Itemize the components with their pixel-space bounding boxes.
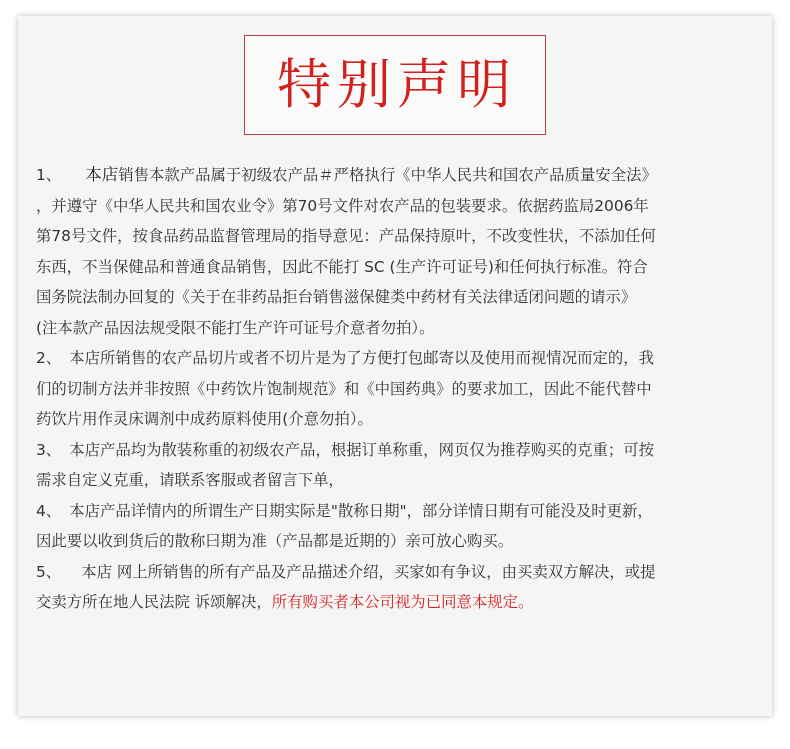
paragraph-line bbox=[36, 557, 760, 588]
paragraph-line: 们的切制方法并非按照《中药饮片饱制规范》和《中国药典》的要求加工，因此不能代替中 bbox=[36, 379, 652, 398]
agreement-highlight: 所有购买者本公司视为已同意本规定。 bbox=[271, 593, 534, 611]
paragraph-text: 交卖方所在地人民法院 诉颂解决， bbox=[36, 593, 272, 611]
paragraph-text: 本店产品详情内的所谓生产日期实际是"散称日期"，部分详情日期有可能没及时更新， bbox=[69, 501, 653, 520]
paragraph-line bbox=[36, 496, 760, 527]
paragraph-line: 药饮片用作灵床调剂中成药原料使用(介意勿拍）。 bbox=[36, 410, 373, 428]
paragraph-text: 本店 网上所销售的所有产品及产品描述介绍，买家如有争议，由买卖双方解决，或提 bbox=[81, 562, 656, 581]
paragraph-2 bbox=[36, 343, 760, 435]
paragraph-text: 本店所销售的农产品切片或者不切片是为了方便打包邮寄以及使用而视情况而定的，我 bbox=[69, 349, 655, 367]
paragraph-line bbox=[36, 160, 760, 191]
paragraph-text: 销售本款产品属于初级农产品＃严格执行《中华人民共和国农产品质量安全法》 bbox=[118, 166, 657, 184]
paragraph-3 bbox=[36, 435, 760, 496]
paragraph-1 bbox=[36, 160, 760, 343]
paragraph-line: 东西，不当保健品和普通食品销售，因此不能打 SC (生产许可证号)和任何执行标准。符合 bbox=[36, 257, 648, 276]
paragraph-line: 需求自定义克重，请联系客服或者留言下单， bbox=[36, 471, 344, 489]
paragraph-5 bbox=[36, 557, 760, 618]
paragraph-line bbox=[36, 587, 760, 618]
notice-card bbox=[18, 16, 772, 716]
paragraph-number: 1、 bbox=[36, 166, 62, 184]
paragraph-line bbox=[36, 435, 760, 466]
paragraph-line: (注本款产品因法规受限不能打生产许可证号介意者勿拍）。 bbox=[36, 318, 435, 337]
title-box bbox=[244, 35, 546, 135]
paragraph-line: 国务院法制办回复的《关于在非药品拒台销售滋保健类中药材有关法律适闭问题的请示》 bbox=[36, 288, 637, 306]
paragraph-line: ，并遵守《中华人民共和国农业令》第70号文件对农产品的包装要求。依据药监局2006年 bbox=[36, 196, 649, 215]
paragraph-number: 2、 bbox=[36, 349, 62, 367]
page-title: 特别声明 bbox=[277, 53, 517, 116]
paragraph-line: 因此要以收到货后的散称曰期为准（产品都是近期的）亲可放心购买。 bbox=[36, 532, 514, 550]
paragraph-text: 本店产品均为散装称重的初级农产品，根据订单称重，网页仅为推荐购买的克重；可按 bbox=[69, 440, 655, 459]
paragraph-number: 4、 bbox=[36, 501, 62, 520]
paragraph-number: 5、 bbox=[36, 562, 62, 581]
store-label: 本店 bbox=[85, 165, 119, 184]
paragraph-line: 第78号文件，按食品药品监督管理局的指导意见：产品保持原叶，不改变性状，不添加任何 bbox=[36, 227, 656, 245]
paragraph-line bbox=[36, 343, 760, 374]
paragraph-4 bbox=[36, 496, 760, 557]
notice-body bbox=[36, 160, 760, 618]
paragraph-number: 3、 bbox=[36, 440, 62, 459]
